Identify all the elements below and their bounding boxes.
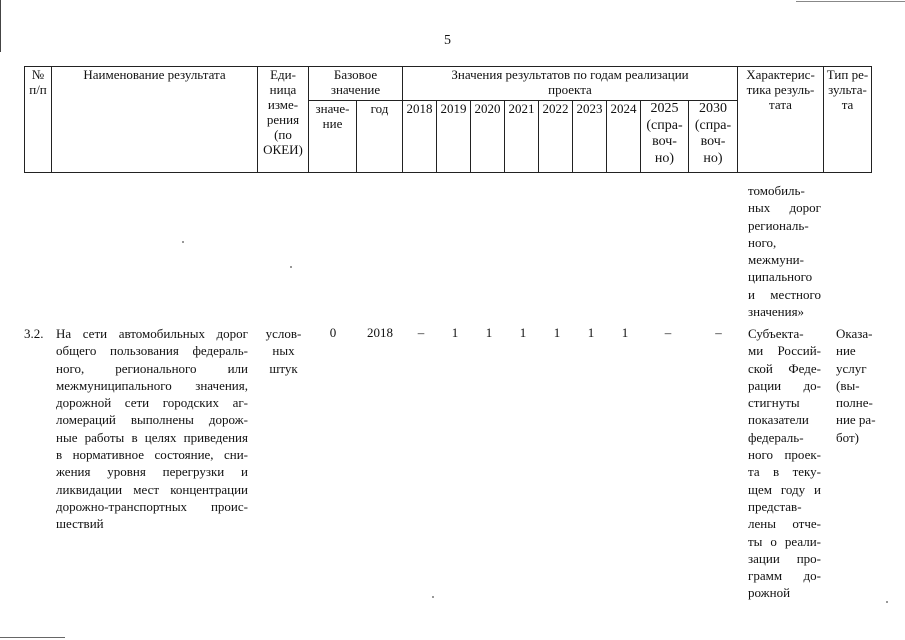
header-base-value-cell: значе- ние [309, 101, 357, 173]
row-value-2021: 1 [519, 325, 527, 340]
scan-edge-top [796, 1, 905, 2]
results-table-header [24, 66, 872, 173]
row-unit: услов- ных штук [265, 326, 302, 376]
header-year-2030: 2030 (спра- воч- но) [689, 101, 738, 173]
scan-speck [886, 601, 888, 603]
row-characteristic: Субъекта- ми Россий- ской Феде- рации до- стигнуты показатели федераль- ного проек- та в теку- щем году и представ- лены отче- ты о реали- зации про- грамм до- рожной [748, 326, 821, 601]
page-number: 5 [444, 33, 451, 48]
row-value-2019: 1 [451, 325, 459, 340]
continued-characteristic: томобиль- ных дорог региональ- ного, межмуни- ципального и местного значения» [748, 183, 821, 320]
header-type-cell: Тип ре- зульта- та [824, 67, 872, 173]
row-value-2025: – [664, 325, 672, 340]
header-name-cell: Наименование результата [52, 67, 258, 173]
header-year-2021: 2021 [505, 101, 539, 173]
header-characteristic-cell: Характерис- тика резуль- тата [738, 67, 824, 173]
scan-edge-bottom [0, 637, 65, 638]
header-year-2018: 2018 [403, 101, 437, 173]
header-unit-cell: Еди- ница изме- рения (по ОКЕИ) [258, 67, 309, 173]
scan-speck [432, 596, 434, 598]
header-year-2024: 2024 [607, 101, 641, 173]
row-value-2020: 1 [485, 325, 493, 340]
row-name: На сети автомобильных дорог общего пользования федераль- ного, регионального или межмуниципального значения, дорожной сети городских аг- ломераций выполнены дорож- ные работы в целях приведения в нормативное состояние, сни- жения уровня перегрузки и ликвидации мест концентрации дорожно-транспортных проис- шествий [56, 326, 248, 532]
row-value-2030: – [715, 325, 722, 340]
header-base-cell: Базовое значение [309, 67, 403, 101]
row-number: 3.2. [24, 326, 44, 341]
header-year-2020: 2020 [471, 101, 505, 173]
header-values-cell: Значения результатов по годам реализации проекта [403, 67, 738, 101]
row-value-2023: 1 [587, 325, 595, 340]
scan-speck [290, 266, 292, 268]
header-year-2025: 2025 (спра- воч- но) [641, 101, 689, 173]
header-year-2023: 2023 [573, 101, 607, 173]
row-value-2018: – [417, 325, 425, 340]
header-base-year-cell: год [357, 101, 403, 173]
header-year-2022: 2022 [539, 101, 573, 173]
row-type: Оказа- ние услуг (вы- полне- ние ра- бот) [836, 326, 876, 445]
scan-speck [182, 241, 184, 243]
header-num-cell: № п/п [25, 67, 52, 173]
row-base-value: 0 [329, 325, 337, 340]
header-year-2019: 2019 [437, 101, 471, 173]
scan-edge-left [0, 0, 1, 52]
row-value-2022: 1 [553, 325, 561, 340]
row-base-year: 2018 [367, 325, 393, 340]
row-value-2024: 1 [621, 325, 629, 340]
